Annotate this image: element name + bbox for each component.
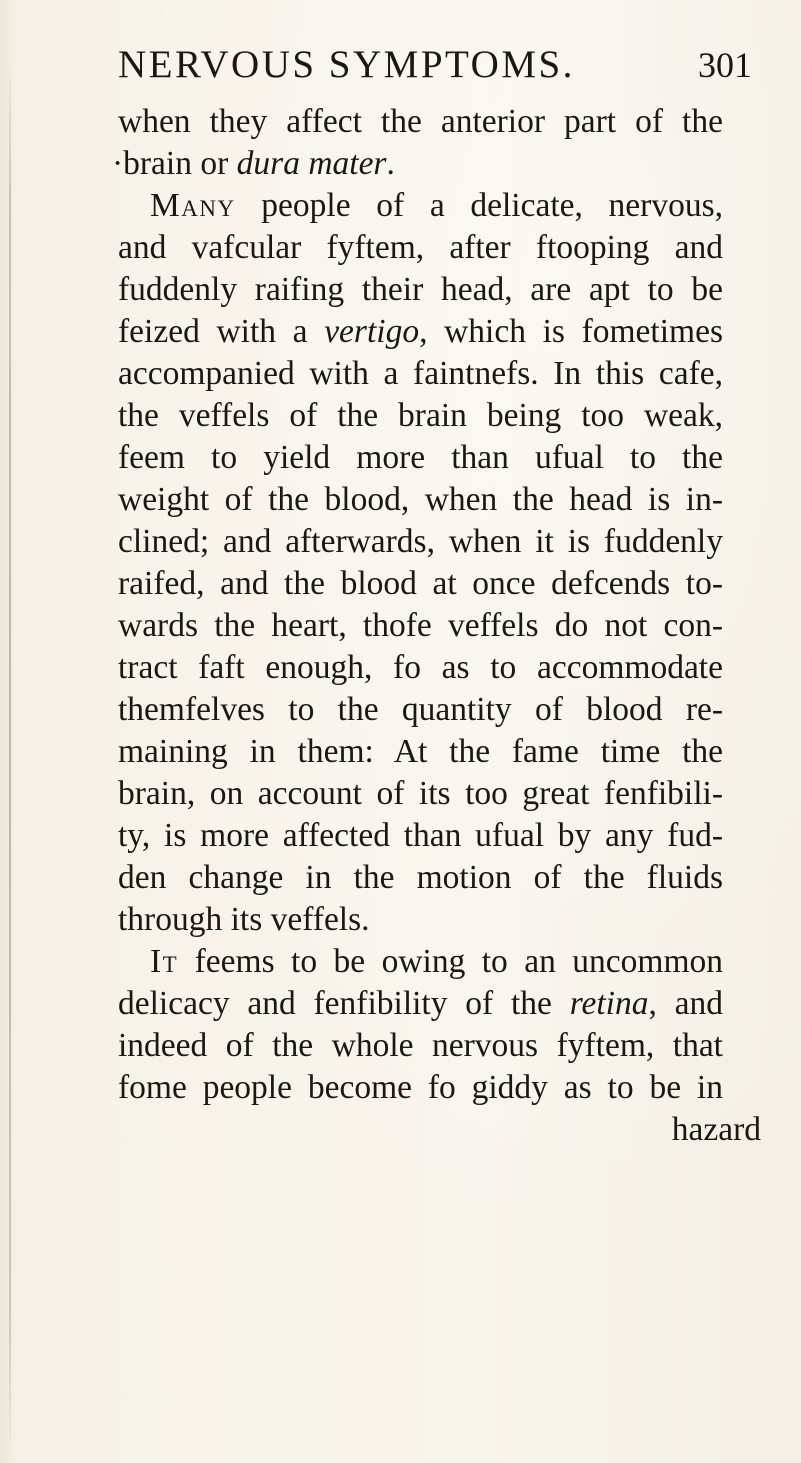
text-line-content: when they affect the anterior part of the <box>118 103 723 140</box>
text-line-content: clined; and afterwards, when it is fuddenly <box>118 523 723 560</box>
text-line <box>118 858 723 898</box>
latin-term-vertigo: vertigo <box>324 313 420 350</box>
text-line <box>118 480 723 520</box>
text-line-content: themfelves to the quantity of blood re- <box>118 691 723 728</box>
text-line <box>118 690 723 730</box>
text-line-content: brain, on account of its too great fenfibili- <box>118 775 723 812</box>
text-line <box>118 1068 723 1108</box>
catchword: hazard <box>671 1111 761 1148</box>
text-run: delicacy and fenfibility of the <box>118 985 570 1022</box>
text-line-content: maining in them: At the fame time the <box>118 733 723 770</box>
text-line-content: weight of the blood, when the head is in- <box>118 481 723 518</box>
running-head: NERVOUS SYMPTOMS. <box>118 43 575 86</box>
text-line-content: through its veffels. <box>118 901 370 938</box>
text-line <box>118 816 723 856</box>
text-line-content: raifed, and the blood at once defcends to- <box>118 565 723 602</box>
text-line-content: accompanied with a faintnefs. In this cafe, <box>118 355 723 392</box>
text-line <box>118 522 723 562</box>
text-line <box>118 228 723 268</box>
text-run: , which is fometimes <box>419 313 724 350</box>
text-run: . <box>386 145 395 182</box>
text-line <box>118 270 723 310</box>
text-line <box>150 942 723 982</box>
text-line-content: den change in the motion of the fluids <box>118 859 723 896</box>
text-line <box>150 186 723 226</box>
text-line <box>118 774 723 814</box>
text-line <box>118 396 723 436</box>
text-line-content: ty, is more affected than ufual by any fud- <box>118 817 723 854</box>
text-run: people of a delicate, nervous, <box>235 187 723 224</box>
text-line-content: the veffels of the brain being too weak, <box>118 397 723 434</box>
page-number: 301 <box>698 45 752 85</box>
text-line-content: indeed of the whole nervous fyftem, that <box>118 1027 723 1064</box>
text-line-content: fuddenly raifing their head, are apt to be <box>118 271 723 308</box>
text-line <box>118 900 370 940</box>
latin-term-retina: retina <box>569 985 649 1022</box>
text-run: ·brain or <box>112 145 237 182</box>
text-run: feized with a <box>118 313 325 350</box>
paragraph-opening-word: Many <box>150 187 236 224</box>
text-line <box>118 648 723 688</box>
text-run: feems to be owing to an uncommon <box>178 943 723 980</box>
text-line <box>118 312 723 352</box>
text-line-content: feem to yield more than ufual to the <box>118 439 723 476</box>
text-line <box>112 144 395 184</box>
text-line <box>118 606 723 646</box>
text-line-content: wards the heart, thofe veffels do not con- <box>118 607 723 644</box>
text-line <box>118 564 723 604</box>
text-line <box>118 732 723 772</box>
text-line-content: fome people become fo giddy as to be in <box>118 1069 723 1106</box>
text-line <box>118 102 723 142</box>
text-line <box>118 1026 723 1066</box>
text-run: , and <box>648 985 723 1022</box>
text-line-content: and vafcular fyftem, after ftooping and <box>118 229 723 266</box>
paragraph-opening-word: It <box>150 943 179 980</box>
text-line <box>118 984 723 1024</box>
text-line <box>118 438 723 478</box>
latin-term-dura-mater: dura mater <box>236 145 387 182</box>
text-line-content: tract faft enough, fo as to accommodate <box>118 649 723 686</box>
text-line <box>118 354 723 394</box>
